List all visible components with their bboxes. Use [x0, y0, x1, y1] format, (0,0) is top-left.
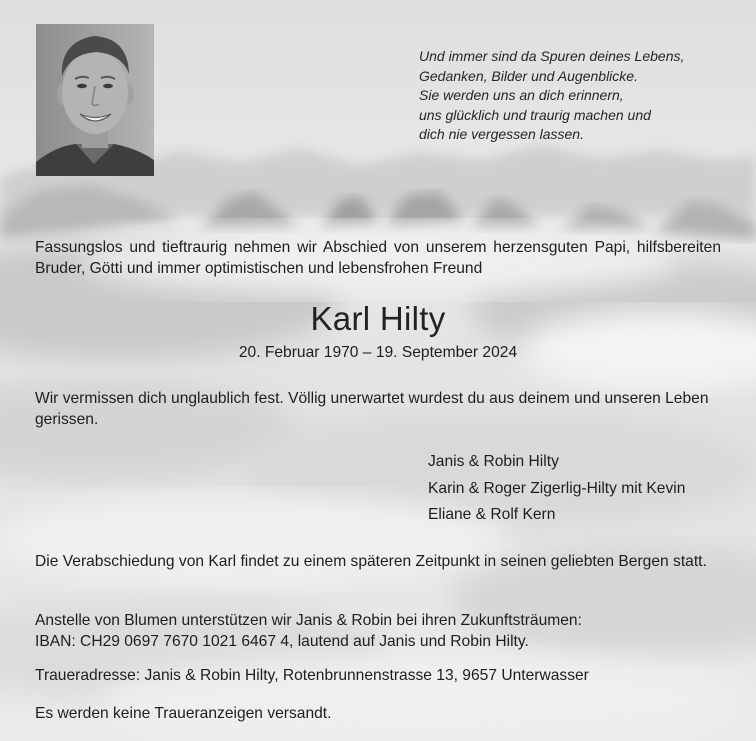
donation-paragraph: [35, 610, 721, 652]
mourning-address: Traueradresse: Janis & Robin Hilty, Rotenbrunnenstrasse 13, 9657 Unterwasser: [35, 667, 589, 684]
poem-line: uns glücklich und traurig machen und: [419, 106, 651, 123]
mourner-name: Karin & Roger Zigerlig-Hilty mit Kevin: [428, 479, 686, 497]
intro-paragraph: Fassungslos und tieftraurig nehmen wir Abschied von unserem herzensguten Papi, hilfsbereiten Bruder, Götti und immer optimistischen und lebensfrohen Freund: [35, 239, 721, 277]
farewell-paragraph: Die Verabschiedung von Karl findet zu einem späteren Zeitpunkt in seinen geliebten Bergen statt.: [35, 553, 707, 570]
message-paragraph: Wir vermissen dich unglaublich fest. Völlig unerwartet wurdest du aus deinem und unseren Leben gerissen.: [35, 390, 709, 428]
portrait-photo: [36, 24, 154, 176]
deceased-name: Karl Hilty: [310, 300, 446, 337]
mourners-list: [428, 449, 685, 529]
poem-line: Sie werden uns an dich erinnern,: [419, 87, 624, 103]
mourner-name: Janis & Robin Hilty: [428, 453, 559, 470]
poem-line: Und immer sind da Spuren deines Lebens,: [419, 48, 685, 64]
donation-line: Anstelle von Blumen unterstützen wir Janis & Robin bei ihren Zukunftsträumen:: [35, 612, 582, 629]
closing-note: Es werden keine Traueranzeigen versandt.: [35, 705, 332, 722]
life-dates: 20. Februar 1970 – 19. September 2024: [238, 344, 518, 361]
iban-line: IBAN: CH29 0697 7670 1021 6467 4, lautend auf Janis und Robin Hilty.: [35, 633, 529, 650]
memorial-poem: [419, 47, 739, 145]
mourner-name: Eliane & Rolf Kern: [428, 506, 556, 523]
poem-line: Gedanken, Bilder und Augenblicke.: [419, 67, 638, 84]
poem-line: dich nie vergessen lassen.: [419, 126, 584, 142]
